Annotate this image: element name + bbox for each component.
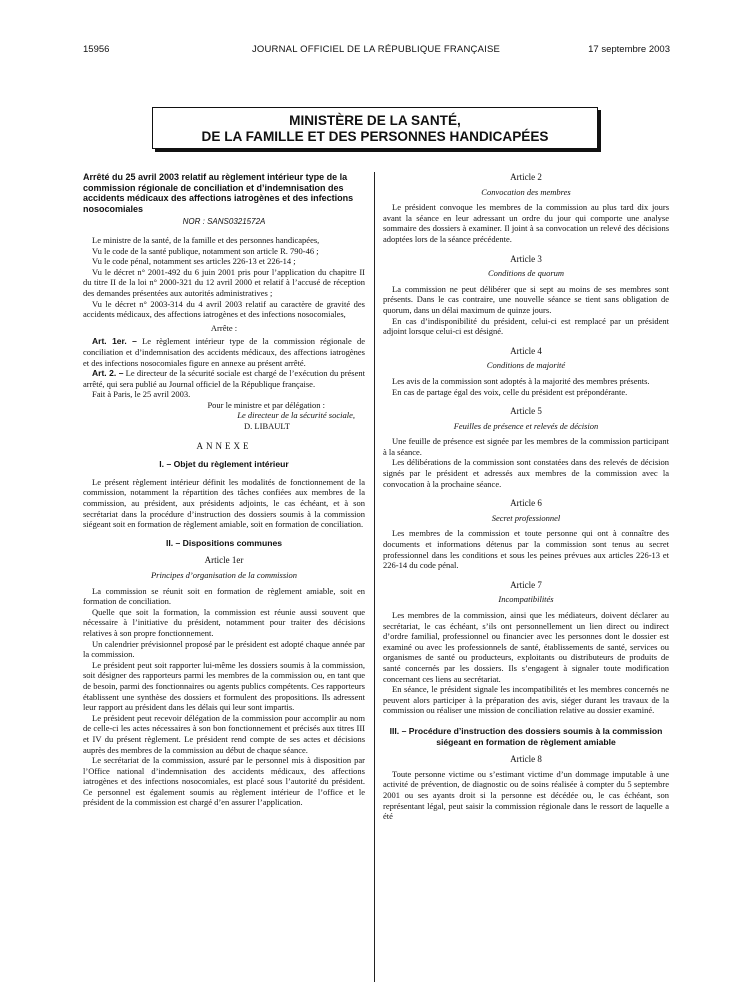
article-1-heading: Article 1er xyxy=(204,555,244,566)
paragraph: Les avis de la commission sont adoptés à la majorité des membres présents. xyxy=(392,375,650,386)
article-6-heading: Article 6 xyxy=(510,498,542,509)
paragraph: Les délibérations de la commission sont constatées dans des relevés de décision signés par le président et adressés aux membres de la commission avec la convocation à la prochaine séance. xyxy=(383,457,669,489)
article-8-heading: Article 8 xyxy=(510,754,542,765)
signature-line-2: Le directeur de la sécurité sociale, xyxy=(237,410,355,421)
article-7-title: Incompatibilités xyxy=(498,594,554,605)
article-1-text: Le règlement intérieur type de la commission régionale de conciliation et d’indemnisation des accidents médicaux, des affections iatrogènes et des infections nosocomiales figure en annexe au présent arrêté. xyxy=(83,336,365,368)
ministry-line-2: DE LA FAMILLE ET DES PERSONNES HANDICAPÉES xyxy=(201,129,549,144)
paragraph: Vu le décret n° 2003-314 du 4 avril 2003 relatif au caractère de gravité des accidents médicaux, des affections iatrogènes et des infections nosocomiales, xyxy=(83,298,365,320)
article-2-text: Le directeur de la sécurité sociale est chargé de l’exécution du présent arrêté, qui sera publié au Journal officiel de la République française. xyxy=(83,368,366,389)
paragraph: Le président peut soit rapporter lui-même les dossiers soumis à la commission, soit désigner des rapporteurs parmi les membres de la commission ou, en tant que de besoin, parmi des fonctionnaires ou agents publics compétents. Ces rapporteurs établissent une synthèse des dossiers et formulent des propositions. Ils adressent leur rapport au président dans les délais qui leur sont impartis. xyxy=(83,659,365,713)
paragraph: En séance, le président signale les incompatibilités et les membres concernés ne peuvent alors participer à la préparation des avis, siéger durant les travaux de la commission ou réaliser une mission de conciliation relative au dossier examiné. xyxy=(383,684,669,716)
running-header xyxy=(0,44,752,58)
paragraph: Un calendrier prévisionnel proposé par le président est adopté chaque année par la commission. xyxy=(83,638,365,660)
article-6-title: Secret professionnel xyxy=(491,512,561,523)
article-2-label: Art. 2. – xyxy=(92,368,124,379)
article-2-heading: Article 2 xyxy=(510,172,542,182)
article-3-title: Conditions de quorum xyxy=(487,268,565,279)
journal-title: JOURNAL OFFICIEL DE LA RÉPUBLIQUE FRANÇAISE xyxy=(251,44,501,55)
paragraph: Quelle que soit la formation, la commission est réunie aussi souvent que nécessaire à l’initiative du président, notamment pour traiter des décisions relatives à son propre fonctionnement. xyxy=(83,606,365,638)
article-7-heading: Article 7 xyxy=(510,579,542,590)
section-3-heading: III. – Procédure d’instruction des dossiers soumis à la commission siégeant en formation de règlement amiable xyxy=(389,725,663,747)
article-1-title: Principes d’organisation de la commission xyxy=(150,570,298,580)
paragraph: En cas de partage égal des voix, celle du président est prépondérante. xyxy=(392,386,628,397)
article-2-title: Convocation des membres xyxy=(481,186,571,197)
paragraph: Le ministre de la santé, de la famille et des personnes handicapées, xyxy=(92,234,320,245)
paragraph: Vu le code de la santé publique, notamment son article R. 790-46 ; xyxy=(92,245,319,256)
article-5-title: Feuilles de présence et relevés de décision xyxy=(453,420,599,431)
section-1-heading: I. – Objet du règlement intérieur xyxy=(159,459,289,470)
paragraph: Vu le code pénal, notamment ses articles 226-13 et 226-14 ; xyxy=(92,256,296,267)
article-2-paragraph xyxy=(83,368,365,389)
paragraph: La commission se réunit soit en formation de règlement amiable, soit en formation de conciliation. xyxy=(83,585,365,607)
signature-name: D. LIBAULT xyxy=(244,421,290,432)
section-2-heading: II. – Dispositions communes xyxy=(165,537,283,548)
paragraph: Le président peut recevoir délégation de la commission pour accomplir au nom de celle-ci les actes nécessaires à son bon fonctionnement et précisés aux titres III et IV du présent règlement. Le président rend compte de ses actes et décisions auprès des membres de la commission au début de chaque séance. xyxy=(83,712,365,755)
nor-reference: NOR : SANS0321572A xyxy=(182,217,266,227)
column-divider xyxy=(374,172,375,982)
paragraph: En cas d’indisponibilité du président, celui-ci est remplacé par un président adjoint lorsque celui-ci est désigné. xyxy=(383,315,669,337)
article-1-paragraph xyxy=(83,336,365,368)
signature-line-1: Pour le ministre et par délégation : xyxy=(207,399,325,410)
right-column xyxy=(383,172,669,822)
page-number: 15956 xyxy=(83,44,110,55)
article-4-heading: Article 4 xyxy=(510,345,542,356)
fait-line: Fait à Paris, le 25 avril 2003. xyxy=(92,389,191,400)
article-1-label: Art. 1er. – xyxy=(92,336,137,347)
left-column xyxy=(83,172,365,808)
arrete-heading: Arrête : xyxy=(210,322,238,333)
paragraph: Les membres de la commission, ainsi que les médiateurs, doivent déclarer au secrétariat, le cas échéant, s’ils ont personnellement un lien direct ou indirect d’ordre familial, professionnel ou financier avec les personnes dont le dossier est examiné ou avec les professionnels de santé, établissements de santé, services ou organismes de santé ou producteurs, exploitants ou distributeurs de produits de santé concernés par les dossiers. Ils s’engagent à signaler toute modification concernant ces liens au secrétariat. xyxy=(383,610,669,684)
paragraph: La commission ne peut délibérer que si sept au moins de ses membres sont présents. Dans le cas contraire, une nouvelle séance se tient sans obligation de quorum, dans un délai maximum de quinze jours. xyxy=(383,283,669,315)
paragraph: Les membres de la commission et toute personne qui ont à connaître des documents et informations détenus par la commission sont tenus au secret professionnel dans les conditions et sous les peines prévues aux articles 226-13 et 226-14 du code pénal. xyxy=(383,528,669,571)
article-5-heading: Article 5 xyxy=(510,406,542,417)
ministry-line-1: MINISTÈRE DE LA SANTÉ, xyxy=(289,113,461,128)
annexe-heading: ANNEXE xyxy=(196,440,252,451)
article-4-title: Conditions de majorité xyxy=(486,360,566,371)
paragraph: Vu le décret n° 2001-492 du 6 juin 2001 pris pour l’application du chapitre II du titre II de la loi n° 2000-321 du 12 avril 2000 et relatif à l’accusé de réception des demandes présentées aux autorités administratives ; xyxy=(83,266,365,298)
paragraph: Le présent règlement intérieur définit les modalités de fonctionnement de la commission, notamment la répartition des tâches confiées aux membres de la commission, au président, aux présidents adjoints, le cas échéant, et à son secrétariat dans la procédure d’instruction des dossiers soumis à la commission siégeant soit en formation de règlement amiable, soit en formation de conciliation. xyxy=(83,476,365,530)
ministry-box xyxy=(152,107,598,149)
issue-date: 17 septembre 2003 xyxy=(588,44,670,55)
paragraph: Une feuille de présence est signée par les membres de la commission participant à la séance. xyxy=(383,436,669,457)
article-3-heading: Article 3 xyxy=(510,253,542,264)
paragraph: Le président convoque les membres de la commission au plus tard dix jours avant la séance en leur adressant un ordre du jour qui comporte une analyse sommaire des dossiers à examiner. Il joint à sa convocation un relevé des décisions adoptées lors de la séance précédente. xyxy=(383,202,669,244)
decree-title: Arrêté du 25 avril 2003 relatif au règlement intérieur type de la commission régionale de conciliation et d’indemnisation des accidents médicaux des affections iatrogènes et des infections nosocomiales xyxy=(83,172,354,214)
paragraph: Le secrétariat de la commission, assuré par le personnel mis à disposition par l’Office national d’indemnisation des accidents médicaux, des affections iatrogènes et des infections nosocomiales, est placé sous l’autorité du président. Ce personnel est également soumis au règlement intérieur de l’office et le président de la commission est chargé d’en assurer l’application. xyxy=(83,755,365,808)
paragraph: Toute personne victime ou s’estimant victime d’un dommage imputable à une activité de prévention, de diagnostic ou de soins réalisée à compter du 5 septembre 2001 ou ses ayants droit si la personne est décédée ou, le cas échéant, son représentant légal, peut saisir la commission régionale dans le ressort de laquelle a été xyxy=(383,768,669,822)
